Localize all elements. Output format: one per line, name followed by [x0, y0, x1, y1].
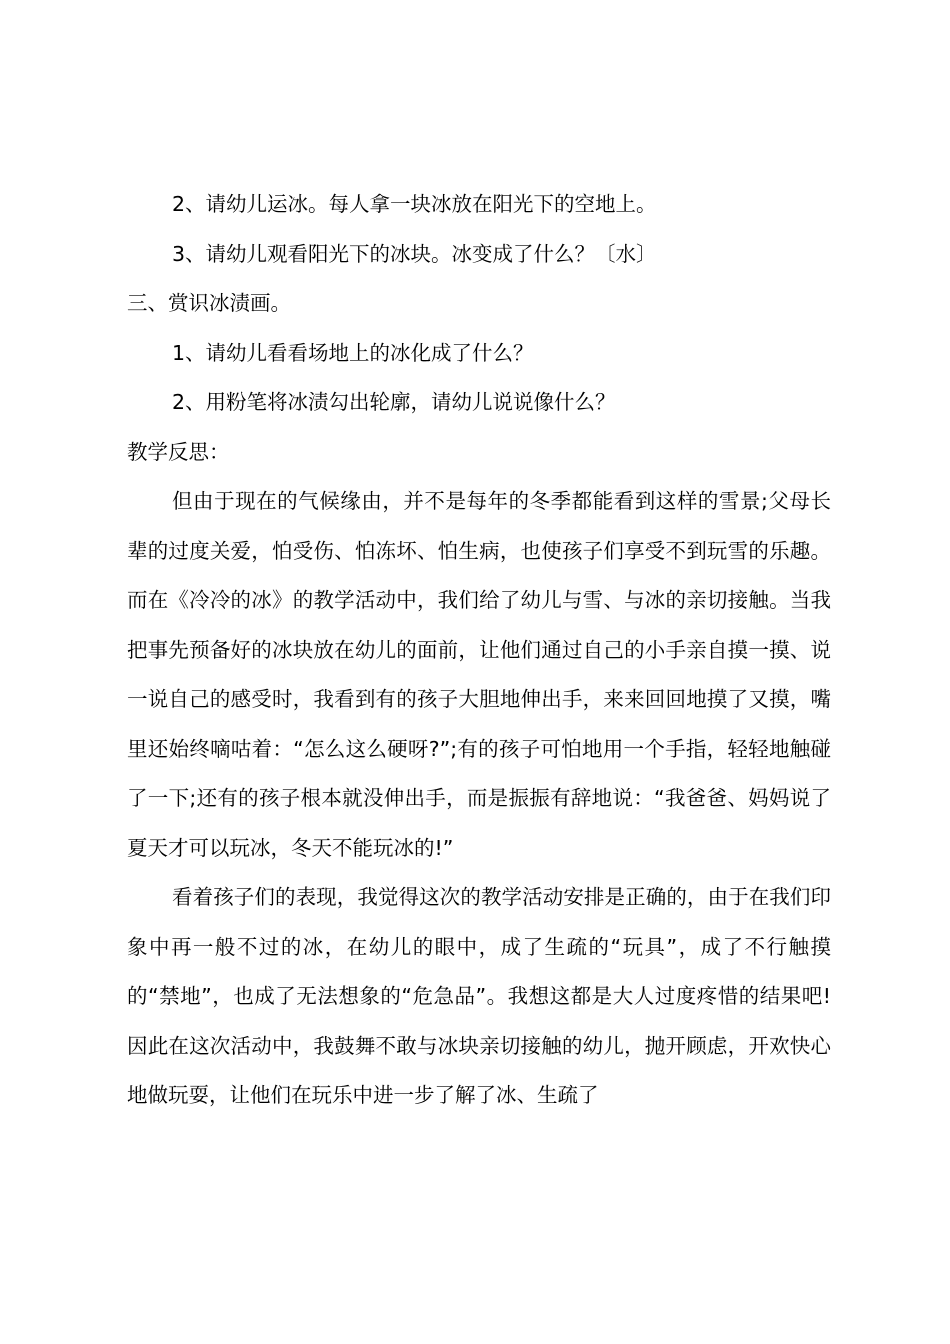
reflection-heading: 教学反思： — [127, 439, 230, 464]
reflection-paragraph-1: 但由于现在的气候缘由，并不是每年的冬季都能看到这样的雪景;父母长辈的过度关爱，怕受伤、怕冻坏、怕生病，也使孩子们享受不到玩雪的乐趣。而在《冷冷的冰》的教学活动中，我们给了幼儿与雪、与冰的亲切接触。当我把事先预备好的冰块放在幼儿的面前，让他们通过自己的小手亲自摸一摸、说一说自己的感受时，我看到有的孩子大胆地伸出手，来来回回地摸了又摸，嘴里还始终嘀咕着：“怎么这么硬呀?”;有的孩子可怕地用一个手指，轻轻地触碰了一下;还有的孩子根本就没伸出手，而是振振有辞地说：“我爸爸、妈妈说了夏天才可以玩冰，冬天不能玩冰的!” — [127, 489, 831, 860]
section-3-heading: 三、赏识冰渍画。 — [127, 291, 291, 315]
reflection-paragraph-2: 看着孩子们的表现，我觉得这次的教学活动安排是正确的，由于在我们印象中再一般不过的冰，在幼儿的眼中，成了生疏的“玩具”，成了不行触摸的“禁地”，也成了无法想象的“危急品”。我想这都是大人过度疼惜的结果吧!因此在这次活动中，我鼓舞不敢与冰块亲切接触的幼儿，抛开顾虑，开欢快心地做玩耍，让他们在玩乐中进一步了解了冰、生疏了 — [127, 885, 831, 1107]
step-2-chalk-outline: 2、用粉笔将冰渍勾出轮廓，请幼儿说说像什么？ — [172, 390, 616, 414]
step-3-observe-ice: 3、请幼儿观看阳光下的冰块。冰变成了什么？〔水〕 — [172, 241, 657, 266]
step-1-look-at-ice: 1、请幼儿看看场地上的冰化成了什么？ — [172, 340, 534, 365]
step-2-transport-ice: 2、请幼儿运冰。每人拿一块冰放在阳光下的空地上。 — [172, 192, 657, 216]
document-page — [127, 180, 831, 1121]
